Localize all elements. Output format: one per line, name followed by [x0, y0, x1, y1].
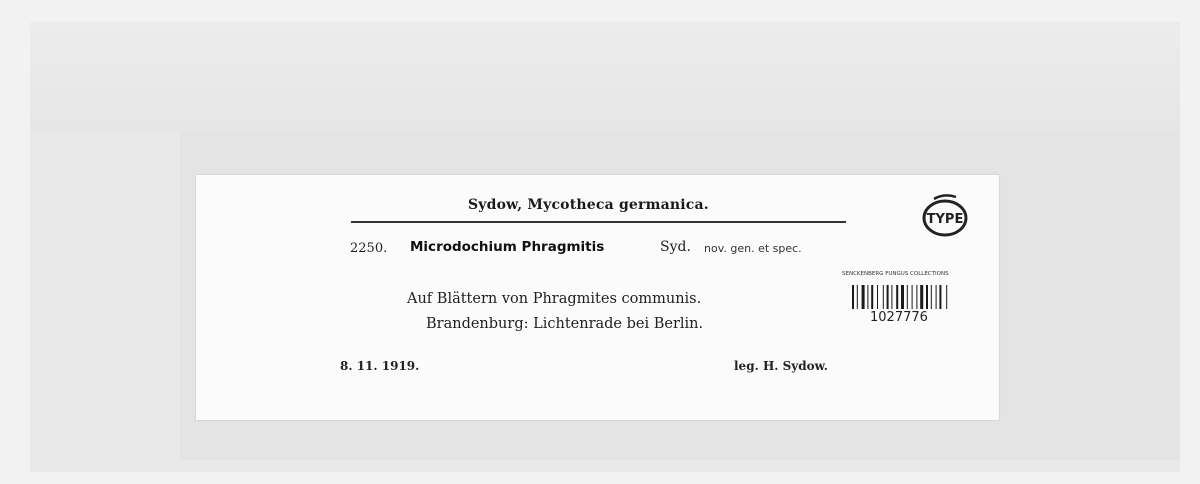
locality-line: Brandenburg: Lichtenrade bei Berlin. [426, 316, 704, 332]
series-title: Sydow, Mycotheca germanica. [468, 197, 709, 213]
barcode-sticker [842, 271, 977, 331]
specimen-label [196, 175, 999, 420]
type-stamp-icon [918, 191, 976, 239]
taxon-name: Microdochium Phragmitis [410, 239, 605, 255]
type-stamp-text: TYPE [926, 212, 964, 227]
barcode-number: 1027776 [870, 310, 928, 325]
taxon-status: nov. gen. et spec. [704, 242, 802, 255]
envelope-flap [30, 22, 1180, 132]
taxon-author: Syd. [660, 239, 691, 255]
collection-date: 8. 11. 1919. [340, 359, 420, 373]
exsiccata-number: 2250. [350, 241, 388, 256]
barcode-icon [852, 285, 970, 309]
collector: leg. H. Sydow. [734, 359, 828, 373]
host-line: Auf Blättern von Phragmites communis. [407, 291, 702, 307]
title-rule [351, 221, 846, 223]
barcode-header: SENCKENBERG FUNGUS COLLECTIONS [842, 271, 949, 277]
